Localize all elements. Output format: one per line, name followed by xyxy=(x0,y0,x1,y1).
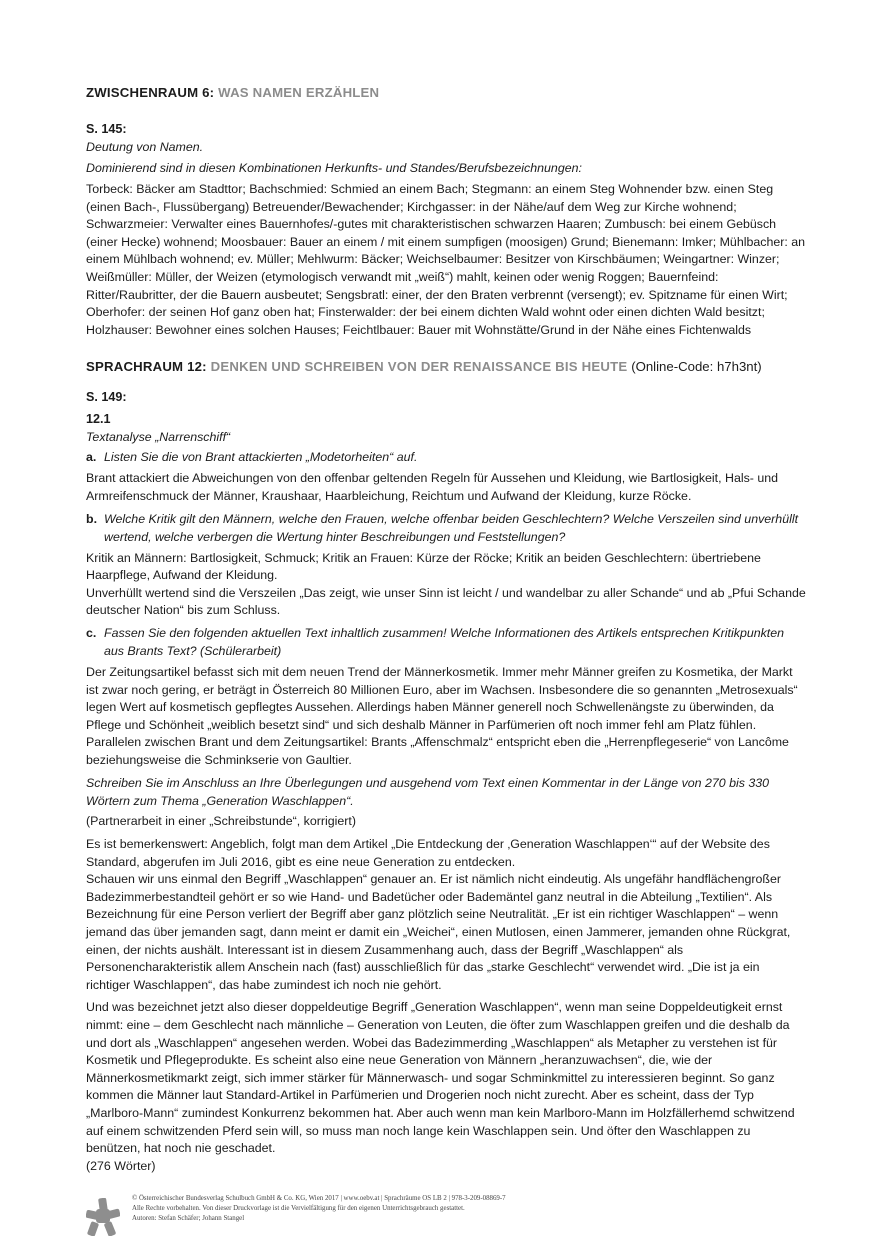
task-a-question xyxy=(86,448,806,466)
footer-copyright: © Österreichischer Bundesverlag Schulbuch GmbH & Co. KG, Wien 2017 | www.oebv.at | Sprachräume OS LB 2 | 978-3-209-08869-7 xyxy=(132,1195,506,1202)
footer-rights: Alle Rechte vorbehalten. Von dieser Druckvorlage ist die Vervielfältigung für den eigenen Unterrichtsgebrauch gestattet. xyxy=(132,1205,465,1212)
page-content xyxy=(86,84,806,1175)
task-c-answer: Parallelen zwischen Brant und dem Zeitungsartikel: Brants „Affenschmalz“ entspricht eben die „Herrenpflegeserie“ von Lancôme beziehungsweise die Schminkserie von Gaultier. xyxy=(86,735,789,767)
section-title: DENKEN UND SCHREIBEN VON DER RENAISSANCE BIS HEUTE xyxy=(210,359,628,375)
task-c-question xyxy=(86,624,806,660)
commentary-paragraph: Und was bezeichnet jetzt also dieser doppeldeutige Begriff „Generation Waschlappen“, wenn man seine Doppeldeutigkeit ernst nimmt: eine – dem Geschlecht nach männliche – Generation von Leuten, die öfter zum Waschlappen greifen und die deshalb da und dort als „Waschlappen“ angesehen werden. Wobei das Badezimmerding „Waschlappen“ als Metapher zu verstehen ist für Kosmetik und Pflegeprodukte. Es scheint also eine neue Generation von Männern „heranzuwachsen“, die, wie der Männerkosmetikmarkt zeigt, sich immer stärker für Männerwasch- und sogar Schminkmittel zu interessieren beginnt. So ganz kommen die Männer laut Standard-Artikel in Parfümerien und Drogerien noch nicht zurecht. Aber es scheint, dass der Typ „Marlboro-Mann“ zumindest Konkurrenz bekommen hat. Aber auch wenn man kein Marlboro-Mann im Holzfällerhemd schwitzend auf einem schwitzenden Pferd sein will, so muss man noch lange kein Waschlappen sein. Und öfter den Waschlappen zu benützen, hat noch nie geschadet. xyxy=(86,1000,795,1156)
exercise-subtitle: Textanalyse „Narrenschiff“ xyxy=(86,430,231,445)
task-b-answer: Kritik an Männern: Bartlosigkeit, Schmuck; Kritik an Frauen: Kürze der Röcke; Kritik an beiden Geschlechtern: übertriebene Haarpflege, Aufwand der Kleidung. xyxy=(86,550,761,583)
task-question: Welche Kritik gilt den Männern, welche den Frauen, welche offenbar beiden Geschlechtern? Welche Verszeilen sind unverhüllt wertend, welche verbergen die Wertung hinter Beschreibungen und Feststellungen? xyxy=(104,511,799,544)
task-intro: Deutung von Namen. xyxy=(86,140,204,154)
commentary-paragraph: Es ist bemerkenswert: Angeblich, folgt man dem Artikel „Die Entdeckung der ‚Generation Waschlappen‘“ auf der Website des Standard, abgerufen im Juli 2016, gibt es eine neue Generation zu entdecken. xyxy=(86,837,770,869)
footer-text xyxy=(132,1194,506,1236)
page-reference: S. 145: xyxy=(86,122,127,136)
word-count: (276 Wörter) xyxy=(86,1158,156,1173)
task-marker: a. xyxy=(86,450,97,465)
section-heading-zwischenraum xyxy=(86,84,806,102)
task-marker: b. xyxy=(86,511,98,526)
section-heading-sprachraum xyxy=(86,358,806,376)
task-d-question: Schreiben Sie im Anschluss an Ihre Überlegungen und ausgehend vom Text einen Kommentar in der Länge von 270 bis 330 Wörtern zum Thema „Generation Waschlappen“. xyxy=(86,776,770,809)
task-d-note: (Partnerarbeit in einer „Schreibstunde“, korrigiert) xyxy=(86,814,356,829)
task-a-answer: Brant attackiert die Abweichungen von den offenbar geltenden Regeln für Aussehen und Kleidung, wie Bartlosigkeit, Hals- und Armreifenschmuck der Männer, Kraushaar, Haarbleichung, Reichtum und Aufwand der Kleidung, kurze Röcke. xyxy=(86,471,779,503)
task-marker: c. xyxy=(86,625,97,640)
names-answer: Torbeck: Bäcker am Stadttor; Bachschmied: Schmied an einem Bach; Stegmann: an einem Steg Wohnender bzw. einen Steg (einen Bach-, Flussübergang) Betreuender/Bewachender; Kirchgasser: in der Nähe/auf dem Weg zur Kirche wohnend; Schwarzmeier: Verwalter eines Bauernhofes/-gutes mit charakteristischen schwarzen Haaren; Zumbusch: bei einem Gebüsch (einer Hecke) wohnend; Moosbauer: Bauer an einem / mit einem sumpfigen (moosigen) Grund; Bienemann: Imker; Mühlbacher: an einem Mühlbach wohnend; ev. Müller; Mehlwurm: Bäcker; Weichselbaumer: Besitzer von Kirschbäumen; Weingartner: Winzer; Weißmüller: Müller, der Weizen (etymologisch verwandt mit „weiß“) mahlt, keinen oder wenig Roggen; Bauernfeind: Ritter/Raubritter, der die Bauern ausbeutet; Sengsbratl: einer, der den Braten verbrennt (versengt); ev. Spitzname für einen Wirt; Oberhofer: der seinen Hof ganz oben hat; Finsterwalder: der bei einem dichten Wald wohnt oder einen dichten Wald besitzt; Holzhauser: Bewohner eines solchen Hauses; Feichtlbauer: Bauer mit Wohnstätte/Grund in der Nähe eines Fichtenwalds xyxy=(86,182,806,337)
oebv-logo-icon xyxy=(86,1198,120,1236)
task-c-answer: Der Zeitungsartikel befasst sich mit dem neuen Trend der Männerkosmetik. Immer mehr Männer greifen zu Kosmetika, der Markt ist zwar noch gering, er beträgt in Österreich 80 Millionen Euro, aber im Wachsen. Insbesondere die so genannten „Metrosexuals“ legen Wert auf kosmetisch gepflegtes Aussehen. Allerdings haben Männer generell noch Schwellenängste zu überwinden, da Pflege und Schönheit „weiblich besetzt sind“ und sich deshalb Männer in Parfümerien oft noch immer fehl am Platz fühlen. xyxy=(86,664,798,732)
section-label: SPRACHRAUM 12: xyxy=(86,359,207,375)
online-code: (Online-Code: h7h3nt) xyxy=(631,359,762,375)
footer-authors: Autoren: Stefan Schäfer; Johann Stangel xyxy=(132,1215,245,1222)
task-question: Fassen Sie den folgenden aktuellen Text inhaltlich zusammen! Welche Informationen des Artikels entsprechen Kritikpunkten aus Brants Text? (Schülerarbeit) xyxy=(104,625,785,658)
section-title: WAS NAMEN ERZÄHLEN xyxy=(218,85,380,100)
task-b-question xyxy=(86,510,806,546)
page-footer xyxy=(86,1194,806,1236)
commentary-paragraph: Schauen wir uns einmal den Begriff „Waschlappen“ genauer an. Er ist nämlich nicht eindeutig. Als ungefähr handflächengroßer Badezimmerbestandteil gehört er so wie Hand- und Badetücher oder Bademäntel ganz neutral in die Abteilung „Textilien“. Als Bezeichnung für eine Person verliert der Begriff aber ganz plötzlich seine Neutralität. „Er ist ein richtiger Waschlappen“ – wenn jemand das über jemanden sagt, dann meint er damit ein „Weichei“, einen Mutlosen, einen Jammerer, jemanden ohne Rückgrat, einen, der nichts aushält. Interessant ist in diesem Zusammenhang auch, dass der Begriff „Waschlappen“ als Personencharakteristik allem Anschein nach (fast) ausschließlich für das „starke Geschlecht“ verwendet wird. „Die ist ja ein richtiger Waschlappen“, das habe zumindest ich noch nie gehört. xyxy=(86,872,791,992)
task-instruction: Dominierend sind in diesen Kombinationen Herkunfts- und Standes/Berufsbezeichnungen: xyxy=(86,161,582,175)
page-reference: S. 149: xyxy=(86,390,127,405)
exercise-number: 12.1 xyxy=(86,412,111,427)
task-question: Listen Sie die von Brant attackierten „Modetorheiten“ auf. xyxy=(104,450,418,465)
section-label: ZWISCHENRAUM 6: xyxy=(86,85,215,100)
task-b-answer: Unverhüllt wertend sind die Verszeilen „Das zeigt, wie unser Sinn ist leicht / und wandelbar zu aller Schande“ und ab „Pfui Schande deutscher Nation“ bis zum Schluss. xyxy=(86,585,806,618)
